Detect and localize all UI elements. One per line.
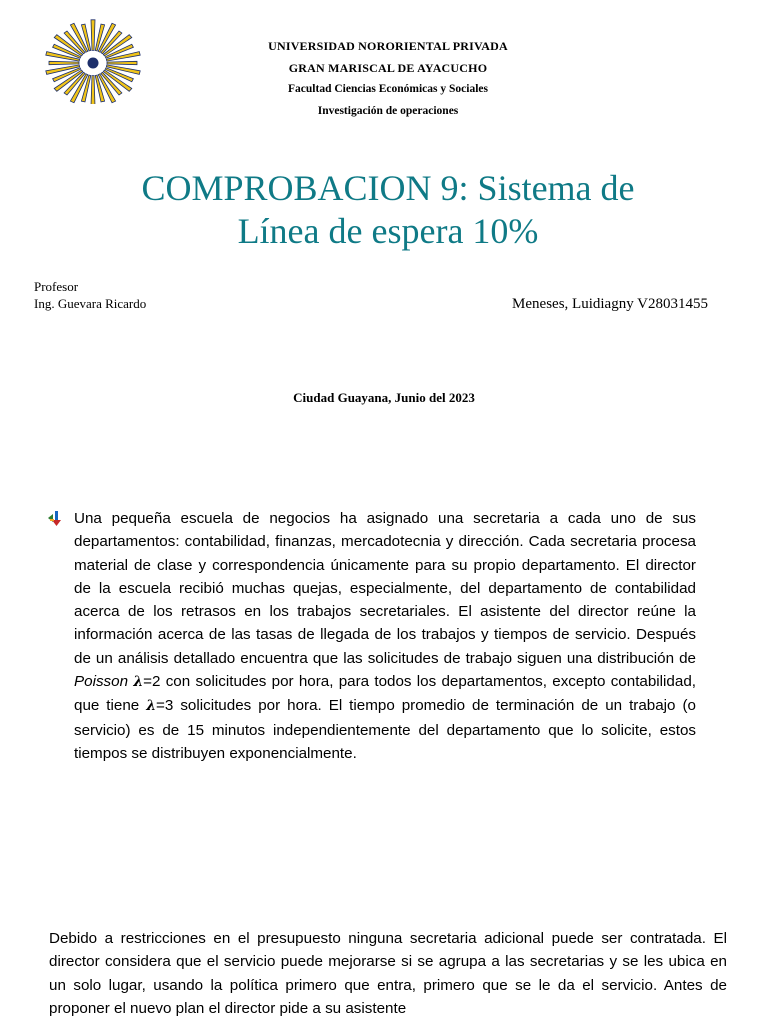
professor-name: Ing. Guevara Ricardo (34, 296, 147, 311)
problem-text-part-1: Una pequeña escuela de negocios ha asignado una secretaria a cada uno de sus departamentos: contabilidad, finanzas, mercadotecnia y dirección. Cada secretaria procesa material de clase y correspondencia únicamente para su propio departamento. El director de la escuela recibió muchas quejas, especialmente, del departamento de contabilidad acerca de los retrasos en los trabajos secretariales. El asistente del director reúne la información acerca de las tasas de llegada de los trabajos y tiempos de servicio. Después de un análisis detallado encuentra que las solicitudes de trabajo siguen una distribución de (74, 510, 696, 667)
city-date: Ciudad Guayana, Junio del 2023 (293, 390, 475, 405)
lambda-symbol: λ (146, 698, 157, 715)
lambda-symbol: λ (133, 674, 144, 691)
university-name: UNIVERSIDAD NORORIENTAL PRIVADA (268, 39, 508, 53)
document-title-line-1: COMPROBACION 9: Sistema de (141, 168, 635, 208)
problem-text-part-2: =2 con solicitudes por hora, para todos los departamentos, excepto contabilidad, que tiene (74, 673, 696, 715)
paragraph-2-text: Debido a restricciones en el presupuesto ninguna secretaria adicional puede ser contratada. El director considera que el servicio puede mejorarse si se agrupa a las secretarias y se les ubica en un solo lugar, usando la política primero que entra, primero que se le da el servicio. Antes de proponer el nuevo plan el director pide a su asistente (49, 930, 727, 1017)
poisson-term: Poisson (74, 673, 129, 691)
problem-text-part-3: =3 solicitudes por hora. El tiempo promedio de terminación de un trabajo (o servicio) es de 15 minutos independientemente del departamento que lo solicite, estos tiempos se distribuyen exponencialmente. (74, 697, 696, 762)
university-subname: GRAN MARISCAL DE AYACUCHO (288, 61, 488, 75)
paragraph-2 (49, 927, 727, 1020)
professor-label: Profesor (34, 279, 79, 294)
faculty-name: Facultad Ciencias Económicas y Sociales (288, 83, 488, 95)
student-name: Meneses, Luidiagny V28031455 (512, 296, 708, 312)
document-title-line-2: Línea de espera 10% (237, 211, 539, 251)
problem-statement (74, 507, 696, 765)
course-name: Investigación de operaciones (317, 105, 459, 117)
bullet-arrow-icon (47, 510, 65, 528)
